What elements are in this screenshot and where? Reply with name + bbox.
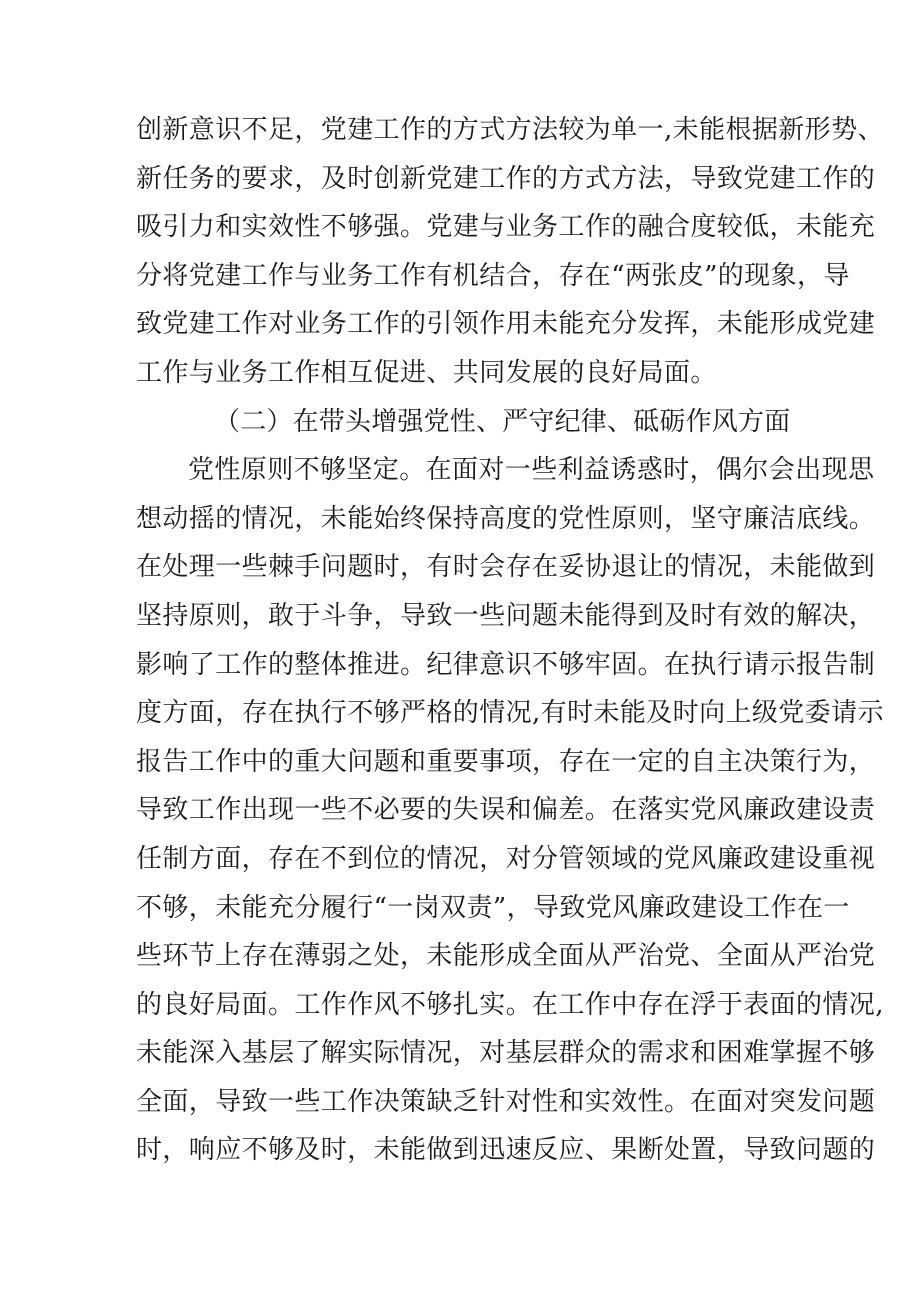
paragraph-line: 任制方面，存在不到位的情况，对分管领域的党风廉政建设重视: [136, 843, 876, 874]
paragraph-line: 吸引力和实效性不够强。党建与业务工作的融合度较低，未能充: [136, 212, 876, 243]
paragraph-line: 时，响应不够及时，未能做到迅速反应、果断处置，导致问题的: [136, 1135, 876, 1166]
paragraph-line: 些环节上存在薄弱之处，未能形成全面从严治党、全面从严治党: [136, 941, 876, 972]
paragraph-line: 创新意识不足，党建工作的方式方法较为单一,未能根据新形势、: [136, 115, 884, 145]
paragraph-line: 的良好局面。工作作风不够扎实。在工作中存在浮于表面的情况,: [136, 989, 884, 1020]
paragraph-line: 分将党建工作与业务工作有机结合，存在“两张皮”的现象，导: [136, 260, 850, 291]
paragraph-line: 坚持原则，敢于斗争，导致一些问题未能得到及时有效的解决，: [136, 600, 876, 631]
paragraph-line: 新任务的要求，及时创新党建工作的方式方法，导致党建工作的: [136, 163, 876, 194]
paragraph-line: 度方面，存在执行不够严格的情况,有时未能及时向上级党委请示: [136, 698, 884, 729]
paragraph-line: 影响了工作的整体推进。纪律意识不够牢固。在执行请示报告制: [136, 649, 876, 680]
paragraph-line: 未能深入基层了解实际情况，对基层群众的需求和困难掌握不够: [136, 1038, 876, 1069]
paragraph-line: 全面，导致一些工作决策缺乏针对性和实效性。在面对突发问题: [136, 1086, 876, 1117]
section-heading: （二）在带头增强党性、严守纪律、砥砺作风方面: [214, 406, 791, 437]
paragraph-line: 不够，未能充分履行“一岗双责”，导致党风廉政建设工作在一: [136, 892, 850, 923]
paragraph-line: 在处理一些棘手问题时，有时会存在妥协退让的情况，未能做到: [136, 552, 876, 583]
paragraph-line: 致党建工作对业务工作的引领作用未能充分发挥，未能形成党建: [136, 309, 876, 340]
paragraph-line: 党性原则不够坚定。在面对一些利益诱惑时，偶尔会出现思: [188, 455, 875, 486]
paragraph-line: 导致工作出现一些不必要的失误和偏差。在落实党风廉政建设责: [136, 795, 876, 826]
document-body: [136, 106, 884, 1175]
paragraph-line: 工作与业务工作相互促进、共同发展的良好局面。: [136, 357, 717, 388]
paragraph-line: 想动摇的情况，未能始终保持高度的党性原则，坚守廉洁底线。: [136, 503, 876, 534]
paragraph-line: 报告工作中的重大问题和重要事项，存在一定的自主决策行为，: [136, 746, 876, 777]
